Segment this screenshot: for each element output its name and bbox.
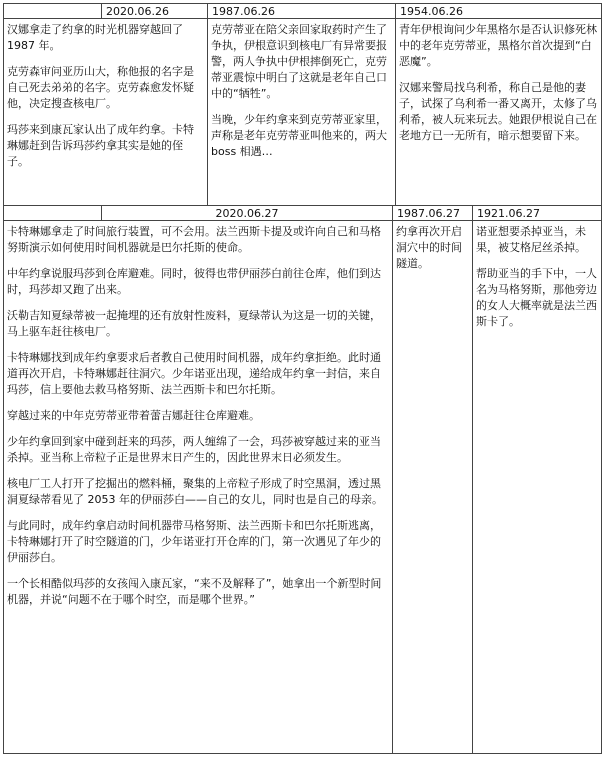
event-text: 卡特琳娜拿走了时间旅行装置，可不会用。法兰西斯卡提及或许向自己和马格努斯演示如何使用时间机器就是巴尔托斯的使命。 bbox=[7, 225, 381, 254]
event-text: 少年约拿回到家中碰到赶来的玛莎，两人缠绵了一会，玛莎被穿越过来的亚当杀掉。亚当称上帝粒子正是世界末日产生的，因此世界末日必须发生。 bbox=[7, 435, 381, 464]
cell-2020-06-27 bbox=[4, 222, 392, 753]
event-text: 当晚，少年约拿来到克劳蒂亚家里，声称是老年克劳蒂亚叫他来的，两大 boss 相遇… bbox=[211, 113, 387, 158]
date-header: 1987.06.26 bbox=[212, 5, 275, 18]
top-header-stub bbox=[101, 3, 102, 19]
event-text: 卡特琳娜找到成年约拿要求后者教自己使用时间机器，成年约拿拒绝。此时通道再次开启，卡特琳娜赶往洞穴。少年诺亚出现，递给成年约拿一封信，来自玛莎，信上要他去救马格努斯、法兰西斯卡和巴尔托斯。 bbox=[7, 351, 381, 396]
date-header: 1954.06.26 bbox=[400, 5, 463, 18]
date-header: 1987.06.27 bbox=[397, 207, 460, 220]
event-text: 中年约拿说服玛莎到仓库避难。同时，彼得也带伊丽莎白前往仓库，他们到达时，玛莎却又跑了出来。 bbox=[7, 267, 381, 296]
event-text: 与此同时，成年约拿启动时间机器带马格努斯、法兰西斯卡和巴尔托斯逃离，卡特琳娜打开了时空隧道的门，少年诺亚打开仓库的门，第一次遇见了年少的伊丽莎白。 bbox=[7, 519, 381, 564]
cell-1921-06-27 bbox=[473, 222, 601, 753]
border-right bbox=[601, 3, 602, 754]
event-text: 汉娜来警局找乌利希，称自己是他的妻子，试探了乌利希一番又离开，太修了乌利希，被人玩来玩去。她跟伊根说自己在老地方已一无所有，暗示想要留下来。 bbox=[399, 81, 597, 142]
event-text: 玛莎来到康瓦家认出了成年约拿。卡特琳娜赶到告诉玛莎约拿其实是她的侄子。 bbox=[7, 123, 194, 168]
event-text: 克劳森审问亚历山大，称他报的名字是自己死去弟弟的名字。克劳森愈发怀疑他，决定搜查核电厂。 bbox=[7, 65, 194, 110]
event-text: 青年伊根询问少年黑格尔是否认识修死林中的老年克劳蒂亚，黑格尔首次提到“白恶魔”。 bbox=[399, 23, 597, 68]
event-text: 核电厂工人打开了挖掘出的燃料桶，聚集的上帝粒子形成了时空黑洞，透过黑洞夏绿蒂看见了 2053 年的伊丽莎白——自己的女儿，同时也是自己的母亲。 bbox=[7, 477, 383, 506]
border-bottom bbox=[3, 753, 602, 754]
cell-1954-06-26 bbox=[396, 20, 601, 205]
event-text: 穿越过来的中年克劳蒂亚带着蕾吉娜赶往仓库避难。 bbox=[7, 409, 260, 422]
cell-1987-06-27 bbox=[393, 222, 472, 753]
event-text: 诺亚想要杀掉亚当，未果，被艾格尼丝杀掉。 bbox=[476, 225, 586, 254]
date-header: 2020.06.27 bbox=[215, 207, 279, 220]
event-text: 帮助亚当的手下中，一人名为马格努斯，那他旁边的女人大概率就是法兰西斯卡了。 bbox=[476, 267, 597, 328]
cell-1987-06-26 bbox=[208, 20, 395, 205]
date-header: 1921.06.27 bbox=[477, 207, 540, 220]
cell-2020-06-26 bbox=[4, 20, 207, 205]
event-text: 汉娜拿走了约拿的时光机器穿越回了 1987 年。 bbox=[7, 23, 183, 52]
border-top bbox=[3, 3, 602, 4]
event-text: 一个长相酷似玛莎的女孩闯入康瓦家，“来不及解释了”，她拿出一个新型时间机器，并说“问题不在于哪个时空，而是哪个世界。” bbox=[7, 577, 382, 606]
event-text: 沃勒吉知夏绿蒂被一起掩埋的还有放射性废料，夏绿蒂认为这是一切的关键，马上驱车赶往核电厂。 bbox=[7, 309, 381, 338]
event-text: 约拿再次开启洞穴中的时间隧道。 bbox=[396, 225, 462, 270]
section-divider bbox=[3, 205, 602, 206]
event-text: 克劳蒂亚在陪父亲回家取药时产生了争执，伊根意识到核电厂有异常要报警，两人争执中伊根摔倒死亡，克劳蒂亚震惊中明白了这就是老年自己口中的“牺牲”。 bbox=[211, 23, 387, 100]
date-header: 2020.06.26 bbox=[106, 5, 169, 18]
